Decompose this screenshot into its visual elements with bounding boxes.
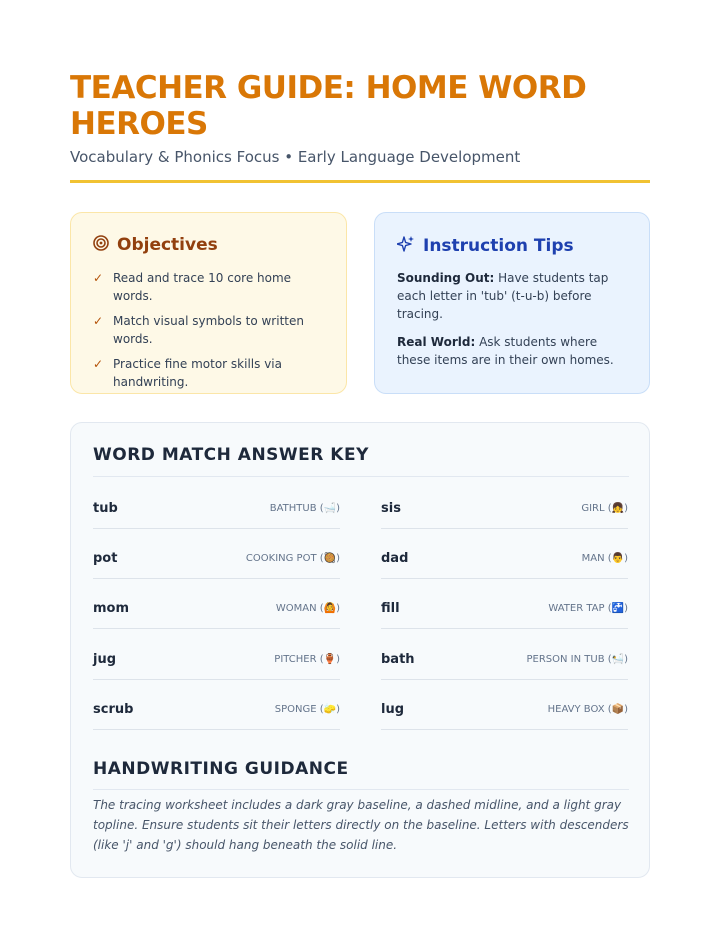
list-item: ✓ Match visual symbols to written words. (93, 314, 304, 346)
page-subtitle: Vocabulary & Phonics Focus • Early Language Development (70, 148, 521, 166)
table-row (93, 640, 340, 680)
table-row (93, 690, 340, 730)
word-label: dad (381, 551, 409, 566)
instruction-tips-card (374, 212, 650, 394)
check-icon: ✓ (93, 357, 104, 371)
table-row (93, 539, 340, 579)
answer-label: PERSON IN TUB (🛀) (526, 654, 628, 665)
answer-label: SPONGE (🧽) (274, 704, 340, 715)
answer-label: WOMAN (🙆) (275, 603, 340, 614)
word-label: jug (93, 652, 117, 667)
answer-label: MAN (👨) (581, 553, 628, 564)
tip-item: Real World: Ask students where these items are in their own homes. (397, 335, 614, 367)
answer-label: HEAVY BOX (📦) (547, 704, 628, 715)
answer-key-heading: WORD MATCH ANSWER KEY (93, 445, 369, 465)
answer-label: GIRL (👧) (581, 503, 628, 514)
tips-list (397, 269, 629, 379)
answer-label: WATER TAP (🚰) (548, 603, 628, 614)
word-label: sis (381, 501, 401, 516)
header-divider (70, 180, 650, 183)
check-icon: ✓ (93, 271, 104, 285)
word-label: tub (93, 501, 118, 516)
list-item: ✓ Practice fine motor skills via handwriting. (93, 357, 282, 389)
table-row (381, 539, 628, 579)
objectives-card (70, 212, 347, 394)
table-row (93, 589, 340, 629)
answer-key-panel (70, 422, 650, 878)
handwriting-text: The tracing worksheet includes a dark gray baseline, a dashed midline, and a light gray topline. Ensure students sit their letters directly on the baseline. Letters with descenders (like 'j' and 'g') should hang beneath the solid line. (93, 798, 629, 852)
tips-heading: Instruction Tips (423, 236, 574, 256)
check-icon: ✓ (93, 314, 104, 328)
section-divider (93, 789, 629, 790)
word-label: fill (381, 601, 400, 616)
table-row (93, 489, 340, 529)
word-label: mom (93, 601, 130, 616)
answer-label: BATHTUB (🛁) (269, 503, 340, 514)
handwriting-heading: HANDWRITING GUIDANCE (93, 759, 349, 779)
list-item: ✓ Read and trace 10 core home words. (93, 271, 292, 303)
page-header (70, 70, 650, 166)
word-label: scrub (93, 702, 134, 717)
tip-item: Sounding Out: Have students tap each letter in 'tub' (t-u-b) before tracing. (397, 271, 609, 321)
sparkle-icon (397, 235, 415, 257)
answer-label: PITCHER (🏺) (274, 654, 340, 665)
word-label: lug (381, 702, 405, 717)
table-row (381, 640, 628, 680)
page-title: TEACHER GUIDE: HOME WORD HEROES (70, 70, 587, 142)
tips-header (397, 235, 574, 257)
section-divider (93, 476, 629, 477)
word-label: bath (381, 652, 415, 667)
table-row (381, 690, 628, 730)
word-label: pot (93, 551, 118, 566)
objectives-list (93, 269, 325, 398)
objectives-header (93, 235, 218, 255)
objectives-heading: Objectives (117, 235, 218, 255)
table-row (381, 589, 628, 629)
target-icon (93, 235, 109, 255)
table-row (381, 489, 628, 529)
answer-label: COOKING POT (🥘) (245, 553, 340, 564)
